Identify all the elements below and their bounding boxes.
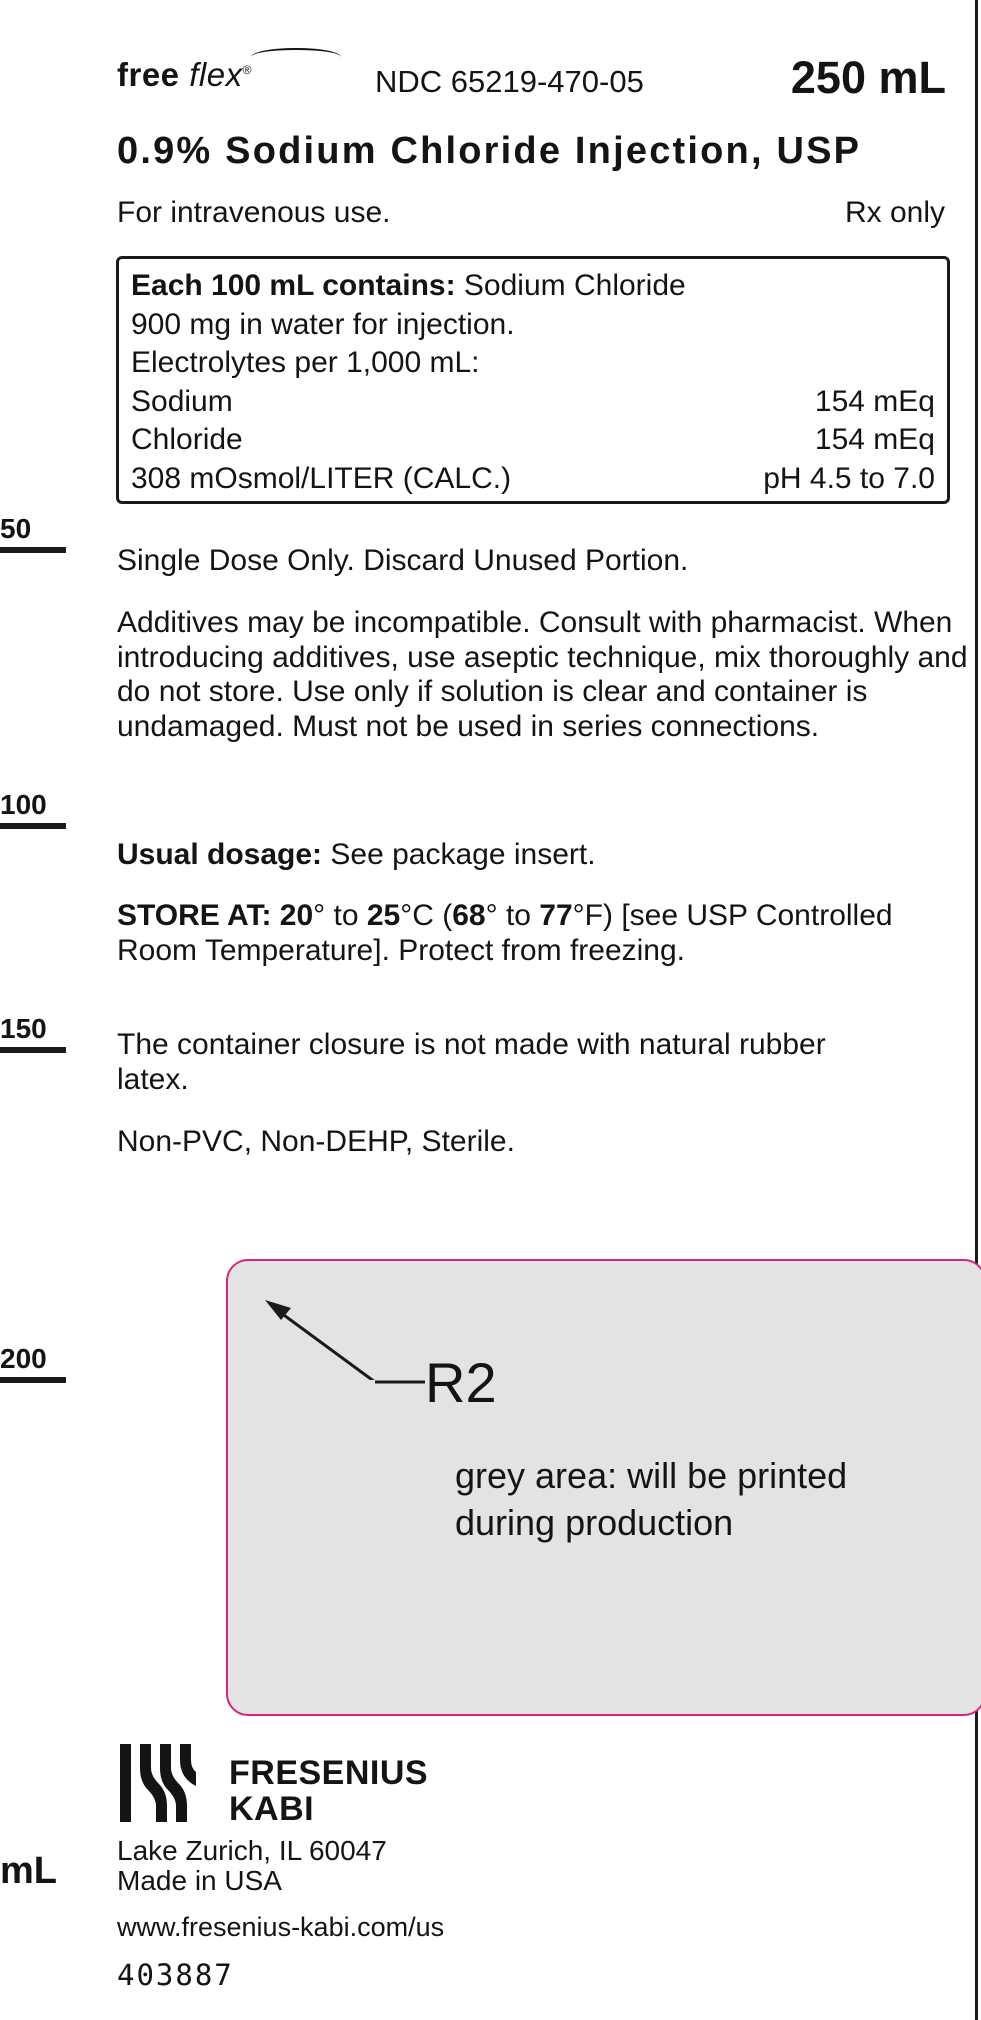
usual-dosage: [117, 838, 967, 873]
company-website: www.fresenius-kabi.com/us: [117, 1912, 445, 1942]
latex-statement: The container closure is not made with natural rubber latex.: [117, 1028, 826, 1096]
fresenius-kabi-logo-icon: [116, 1740, 200, 1824]
revision-reference: R2: [425, 1351, 497, 1414]
graduation-mark-150: 150: [0, 1015, 66, 1053]
brand-arc-icon: [251, 48, 341, 66]
brand-free: free: [117, 56, 180, 93]
composition-heading-line: [131, 267, 935, 306]
product-title: 0.9% Sodium Chloride Injection, USP: [117, 130, 862, 172]
ndc-number: NDC 65219-470-05: [375, 64, 644, 99]
electrolyte-label: Sodium: [131, 384, 233, 418]
composition-heading: Each 100 mL contains:: [131, 269, 456, 302]
storage-instructions: STORE AT: 20° to 25°C (68° to 77°F) [see USP Controlled Room Temperature]. Protect from freezing.: [117, 899, 893, 967]
rx-only: Rx only: [844, 196, 945, 229]
composition-line-2: 900 mg in water for injection.: [131, 307, 515, 341]
composition-heading-rest: Sodium Chloride: [455, 269, 686, 302]
label-edge-line: [975, 0, 978, 2020]
single-dose-note: Single Dose Only. Discard Unused Portion.: [117, 544, 689, 577]
materials-statement: Non-PVC, Non-DEHP, Sterile.: [117, 1125, 515, 1158]
dosage-text: See package insert.: [322, 838, 596, 871]
electrolyte-value: 154 mEq: [814, 384, 935, 418]
grey-area-note: grey area: will be printed during production: [455, 1455, 848, 1543]
osmolarity-label: 308 mOsmol/LITER (CALC.): [131, 461, 512, 495]
electrolyte-value: 154 mEq: [814, 423, 935, 456]
company-address: Lake Zurich, IL 60047 Made in USA: [117, 1835, 387, 1896]
osmolarity-row: [131, 460, 935, 499]
graduation-mark-200: 200: [0, 1345, 66, 1383]
arrow-icon: [255, 1290, 435, 1380]
registered-mark: ®: [242, 63, 252, 77]
freeflex-brand: [117, 56, 252, 94]
company-name: FRESENIUS KABI: [229, 1754, 429, 1828]
composition-line-3: Electrolytes per 1,000 mL:: [131, 346, 480, 379]
electrolyte-row: [131, 421, 935, 460]
electrolyte-row: [131, 383, 935, 422]
label-code: 403887: [117, 1958, 234, 1992]
composition-box: [116, 256, 950, 504]
route-of-administration: For intravenous use.: [117, 196, 391, 229]
brand-flex: flex: [189, 56, 242, 93]
arrow-tail-line: [375, 1380, 425, 1384]
dosage-label: Usual dosage:: [117, 838, 323, 871]
additives-warning: Additives may be incompatible. Consult with pharmacist. When introducing additives, use aseptic technique, mix thoroughly and do not store. Use only if solution is clear and container is undamaged. Must not be used in series connections.: [117, 606, 968, 743]
volume: 250 mL: [790, 52, 946, 103]
electrolyte-label: Chloride: [131, 423, 243, 456]
graduation-unit: mL: [0, 1850, 57, 1892]
graduation-mark-100: 100: [0, 791, 66, 829]
graduation-mark-50: 50: [0, 515, 66, 553]
ph-value: pH 4.5 to 7.0: [763, 461, 935, 495]
